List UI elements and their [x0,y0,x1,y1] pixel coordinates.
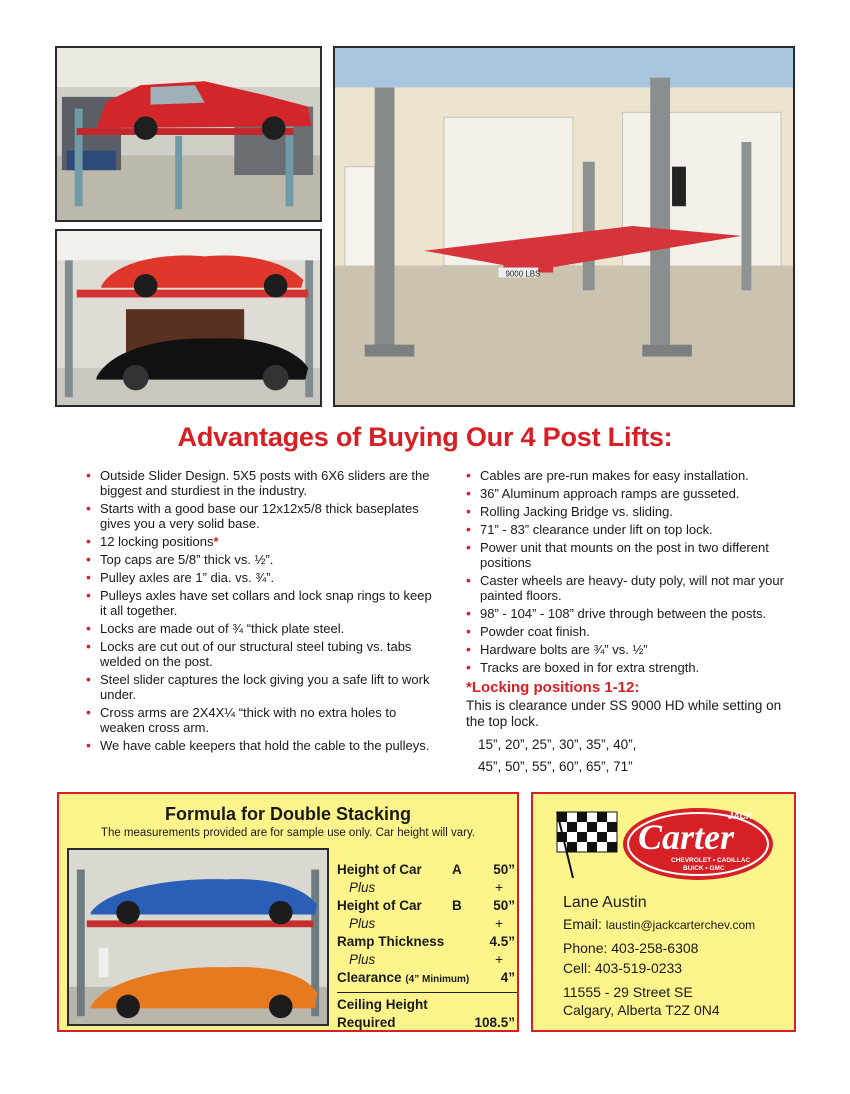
list-item: • Hardware bolts are ¾” vs. ½” [466,642,786,657]
locking-positions-line-1: 15”, 20”, 25”, 30”, 35”, 40”, [478,737,637,752]
jack-carter-logo [553,804,778,886]
checkered-flag-icon [557,812,617,878]
list-item: • 71” - 83” clearance under lift on top lock. [466,522,786,537]
list-item: • Cables are pre-run makes for easy installation. [466,468,786,483]
list-item: • 36” Aluminum approach ramps are gusseted. [466,486,786,501]
address-line-1: 11555 - 29 Street SE [563,984,693,1000]
list-item: • Caster wheels are heavy- duty poly, will not mar your painted floors. [466,573,786,603]
left-advantages-list [86,468,436,756]
formula-row-ramp: Ramp Thickness 4.5” [337,934,515,949]
formula-row-plus: Plus + [349,952,503,967]
logo-carter-text: Carter [638,817,735,857]
formula-row-plus: Plus + [349,916,503,931]
formula-row-clearance: Clearance (4” Minimum) 4” [337,970,515,985]
list-item: • Rolling Jacking Bridge vs. sliding. [466,504,786,519]
list-item: • Cross arms are 2X4X¼ “thick with no extra holes to weaken cross arm. [86,705,436,735]
page-headline: Advantages of Buying Our 4 Post Lifts: [177,422,673,452]
contact-box [531,792,796,1032]
contact-email-line [563,916,755,932]
contact-name: Lane Austin [563,894,647,911]
list-item-text: 12 locking positions [100,534,214,549]
list-item: • Power unit that mounts on the post in two different positions [466,540,786,570]
list-item: • Tracks are boxed in for extra strength. [466,660,786,675]
right-advantages-list [466,468,786,678]
stacked-cars-photo [55,229,322,407]
list-item: • We have cable keepers that hold the cable to the pulleys. [86,738,436,753]
list-item: • 98” - 104” - 108” drive through between the posts. [466,606,786,621]
contact-cell-line [563,960,682,976]
email-link[interactable]: laustin@jackcarterchev.com [605,918,756,932]
formula-box [57,792,519,1032]
formula-row-ceiling-required: Required 108.5” [337,1015,515,1030]
capacity-label: 9000 LBS [505,269,541,279]
list-item: • Powder coat finish. [466,624,786,639]
logo-jack-text: JACK [728,811,753,821]
list-item [86,534,436,549]
cell-label: Cell: [563,960,592,976]
cell-number[interactable]: 403-519-0233 [594,960,683,976]
list-item: • Locks are made out of ¾ “thick plate steel. [86,621,436,636]
locking-positions-description: This is clearance under SS 9000 HD while setting on the top lock. [466,698,782,729]
formula-row-car-b: Height of Car B 50” [337,898,515,913]
list-item: • Starts with a good base our 12x12x5/8 thick baseplates gives you a very solid base. [86,501,436,531]
formula-row-ceiling: Ceiling Height [337,997,428,1012]
phone-label: Phone: [563,940,608,956]
list-item: • Top caps are 5/8” thick vs. ½”. [86,552,436,567]
logo-tagline-1: CHEVROLET • CADILLAC [671,857,751,864]
truck-lift-photo [55,46,322,222]
asterisk-mark: * [213,534,219,549]
list-item: • Steel slider captures the lock giving you a safe lift to work under. [86,672,436,702]
formula-row-plus: Plus + [349,880,503,895]
formula-title: Formula for Double Stacking [164,804,412,824]
main-lift-photo [333,46,795,407]
contact-phone-line [563,940,698,956]
list-item: • Pulley axles are 1” dia. vs. ¾”. [86,570,436,585]
list-item: • Locks are cut out of our structural steel tubing vs. tabs welded on the post. [86,639,436,669]
formula-table [337,862,517,1033]
list-item: • Outside Slider Design. 5X5 posts with 6X6 sliders are the biggest and sturdiest in the industry. [86,468,436,498]
formula-divider [337,992,517,993]
list-item: • Pulleys axles have set collars and lock snap rings to keep it all together. [86,588,436,618]
email-label: Email: [563,916,602,932]
address-line-2: Calgary, Alberta T2Z 0N4 [563,1002,720,1018]
formula-row-car-a: Height of Car A 50” [337,862,515,877]
double-stack-photo [67,848,329,1026]
logo-tagline-2: BUICK • GMC [683,865,725,872]
phone-number[interactable]: 403-258-6308 [611,940,699,956]
locking-positions-line-2: 45”, 50”, 55”, 60”, 65”, 71” [478,759,633,774]
locking-positions-title: *Locking positions 1-12: [466,679,640,696]
formula-subtitle: The measurements provided are for sample use only. Car height will vary. [100,827,476,839]
